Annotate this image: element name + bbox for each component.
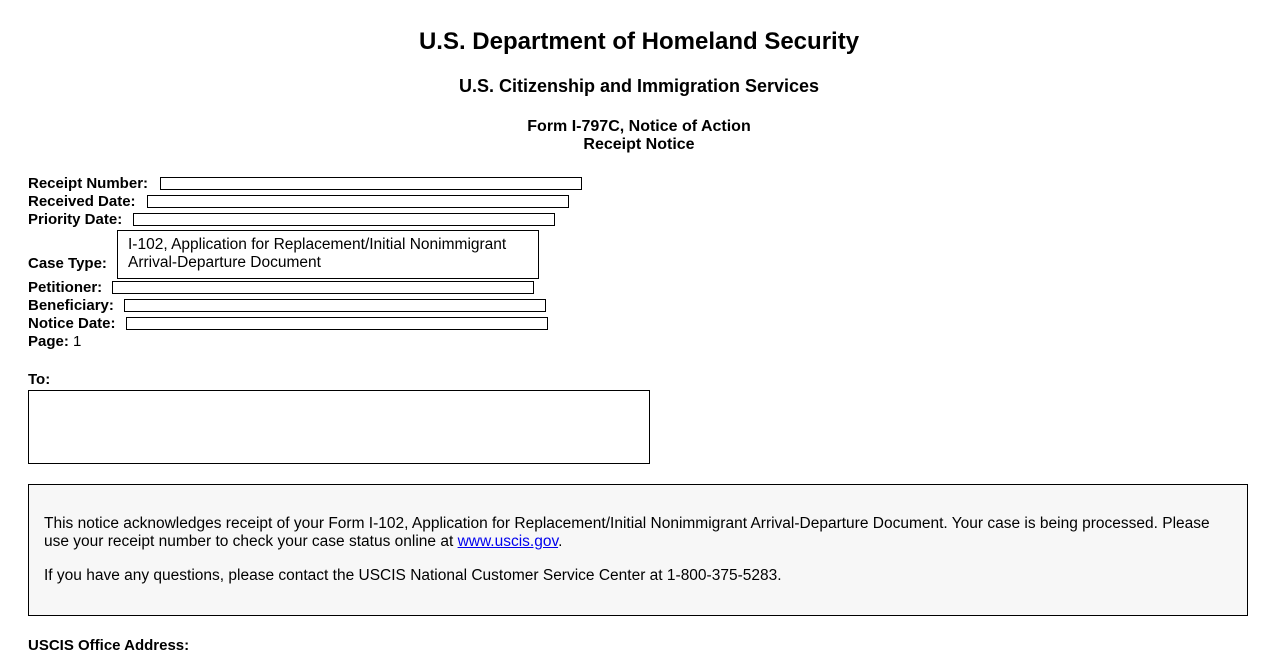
beneficiary-row (28, 297, 114, 315)
department-heading: U.S. Department of Homeland Security (418, 28, 860, 55)
agency-heading: U.S. Citizenship and Immigration Services (458, 76, 820, 96)
to-address-box[interactable] (28, 390, 650, 464)
received-date-field[interactable] (147, 195, 569, 208)
petitioner-label: Petitioner: (28, 279, 103, 296)
notice-text-end: . (558, 533, 563, 550)
notice-message-box (28, 484, 1248, 616)
notice-date-row (28, 315, 116, 333)
case-type-label: Case Type: (28, 255, 107, 272)
received-date-label: Received Date: (28, 193, 136, 210)
office-address-row (28, 637, 189, 655)
to-row (28, 371, 50, 389)
notice-type: Receipt Notice (583, 136, 695, 153)
receipt-number-label: Receipt Number: (28, 175, 149, 192)
notice-text: This notice acknowledges receipt of your Form I-102, Application for Replacement/Initial Nonimmigrant Arrival-Departure Document. Your case is being processed. Please use your receipt number to check your case status online at (44, 515, 1210, 550)
contact-message: If you have any questions, please contact the USCIS National Customer Service Center at 1-800-375-5283. (44, 567, 782, 584)
form-title-block (0, 118, 1278, 154)
to-label: To: (28, 371, 51, 388)
notice-date-field[interactable] (126, 317, 548, 330)
beneficiary-label: Beneficiary: (28, 297, 114, 314)
form-title: Form I-797C, Notice of Action (527, 118, 751, 135)
notice-date-label: Notice Date: (28, 315, 116, 332)
page-number: 1 (73, 333, 82, 350)
notice-message (44, 515, 1232, 551)
priority-date-row (28, 211, 122, 229)
receipt-number-row (28, 175, 148, 193)
beneficiary-field[interactable] (124, 299, 546, 312)
received-date-row (28, 193, 136, 211)
priority-date-field[interactable] (133, 213, 555, 226)
receipt-number-field[interactable] (160, 177, 582, 190)
case-type-field[interactable]: I-102, Application for Replacement/Initial Nonimmigrant Arrival-Departure Document (117, 230, 539, 279)
office-address-label: USCIS Office Address: (28, 637, 190, 654)
priority-date-label: Priority Date: (28, 211, 123, 228)
case-type-row (28, 255, 107, 273)
petitioner-field[interactable] (112, 281, 534, 294)
uscis-link[interactable]: www.uscis.gov (457, 533, 559, 550)
petitioner-row (28, 279, 102, 297)
page-label: Page: (28, 333, 69, 350)
page-row (28, 333, 81, 351)
